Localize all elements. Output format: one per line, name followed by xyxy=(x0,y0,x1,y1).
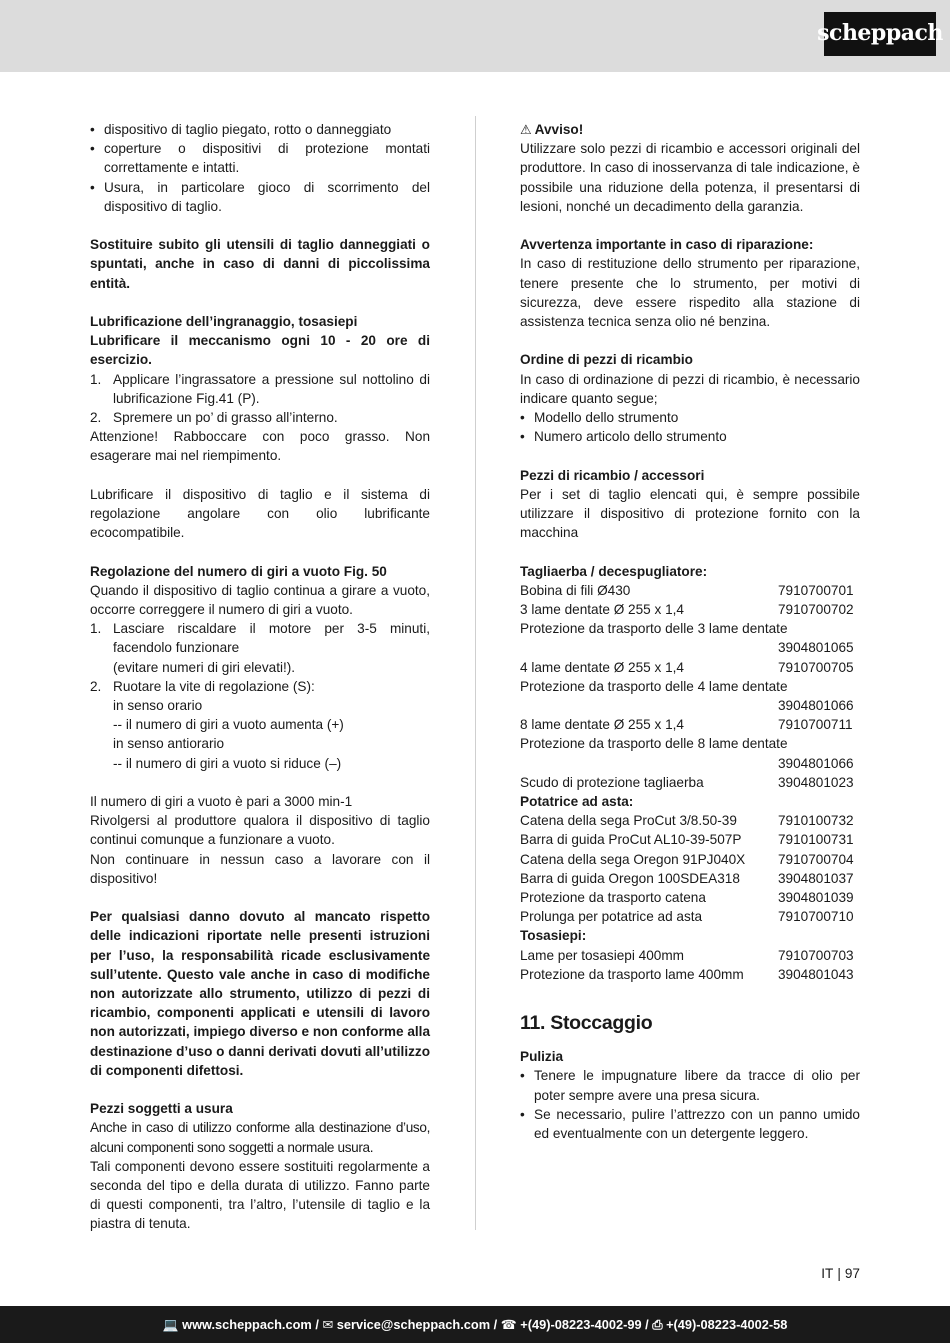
replace-warning: Sostituire subito gli utensili di taglio danneggiati o spuntati, anche in caso di danni di piccolissima entità. xyxy=(90,237,430,291)
parts-list xyxy=(520,581,860,792)
part-row xyxy=(520,869,860,888)
idle-value: Il numero di giri a vuoto è pari a 3000 min-1 xyxy=(90,794,353,810)
part-row xyxy=(520,946,860,965)
part-row xyxy=(520,907,860,926)
list-item: • Se necessario, pulire l’attrezzo con un panno umido ed eventualmente con un detergente leggero. xyxy=(520,1105,860,1143)
part-code: 3904801023 xyxy=(778,774,854,790)
idle-intro: Quando il dispositivo di taglio continua a girare a vuoto, occorre correggere il numero di giri a vuoto. xyxy=(90,582,430,618)
idle-step2-line: in senso orario xyxy=(113,698,203,714)
part-code: 7910700704 xyxy=(778,851,854,867)
lube-note: Attenzione! Rabboccare con poco grasso. Non esagerare mai nel riempimento. xyxy=(90,429,430,464)
part-name: 8 lame dentate Ø 255 x 1,4 xyxy=(520,717,684,733)
list-item: • dispositivo di taglio piegato, rotto o danneggiato xyxy=(90,120,430,139)
left-column xyxy=(90,120,430,1234)
order-heading: Ordine di pezzi di ricambio xyxy=(520,352,693,368)
part-name: Barra di guida Oregon 100SDEA318 xyxy=(520,870,740,886)
warning-text: Utilizzare solo pezzi di ricambio e accessori originali del produttore. In caso di inosservanza di tale indicazione, è possibile una riduzione della potenza, il presentarsi di lesioni, nonché un decadimento della garanzia. xyxy=(520,141,860,214)
right-column xyxy=(520,120,860,1143)
part-row xyxy=(520,773,860,792)
list-item: • Modello dello strumento xyxy=(520,408,860,427)
part-row xyxy=(520,965,860,984)
group-heading: Tosasiepi: xyxy=(520,928,587,944)
footer-bar: 💻 www.scheppach.com / ✉ service@scheppach.com / ☎ +(49)-08223-4002-99 / ⎙ +(49)-08223-4002-58 xyxy=(0,1306,950,1343)
part-name: Catena della sega Oregon 91PJ040X xyxy=(520,851,746,867)
part-name: Catena della sega ProCut 3/8.50-39 xyxy=(520,813,737,829)
part-name: Lame per tosasiepi 400mm xyxy=(520,947,684,963)
part-name: Protezione da trasporto lame 400mm xyxy=(520,966,744,982)
idle-step1-note: (evitare numeri di giri elevati!). xyxy=(113,659,296,675)
idle-contact: Rivolgersi al produttore qualora il dispositivo di taglio continui comunque a funzionare a vuoto. xyxy=(90,813,430,848)
part-row xyxy=(520,888,860,907)
part-code: 7910700702 xyxy=(778,602,854,618)
group-heading: Tagliaerba / decespugliatore: xyxy=(520,563,708,579)
list-item: • Numero articolo dello strumento xyxy=(520,427,860,446)
parts-list xyxy=(520,946,860,984)
column-divider xyxy=(475,116,476,1230)
group-heading: Potatrice ad asta: xyxy=(520,794,634,810)
warning-triangle-icon: ⚠ xyxy=(520,122,532,137)
list-item: 2. Ruotare la vite di regolazione (S): xyxy=(90,678,315,694)
phone-number: +(49)-08223-4002-99 xyxy=(520,1316,642,1332)
parts-list xyxy=(520,811,860,926)
idle-step2-line: in senso antiorario xyxy=(113,736,225,752)
envelope-icon: ✉ xyxy=(322,1316,337,1332)
lube-heading: Lubrificazione dell’ingranaggio, tosasiepi xyxy=(90,314,358,329)
website-link[interactable]: www.scheppach.com xyxy=(182,1316,312,1332)
list-item: • Tenere le impugnature libere da tracce di olio per poter sempre avere una presa sicura. xyxy=(520,1066,860,1104)
fax-number: +(49)-08223-4002-58 xyxy=(666,1316,788,1332)
part-name: 4 lame dentate Ø 255 x 1,4 xyxy=(520,659,684,675)
list-item: 1. Lasciare riscaldare il motore per 3-5 minuti, facendolo funzionare xyxy=(90,621,430,656)
part-code: 7910700705 xyxy=(778,659,854,675)
part-name: Barra di guida ProCut AL10-39-507P xyxy=(520,832,742,848)
section-title: 11. Stoccaggio xyxy=(520,1012,653,1035)
part-code: 3904801037 xyxy=(778,870,854,886)
part-code: 3904801066 xyxy=(778,698,854,714)
page-number: IT | 97 xyxy=(821,1266,860,1281)
wear-heading: Pezzi soggetti a usura xyxy=(90,1101,233,1117)
idle-step2-line: -- il numero di giri a vuoto si riduce (–) xyxy=(113,755,342,771)
lube-interval: Lubrificare il meccanismo ogni 10 - 20 ore di esercizio. xyxy=(90,333,430,368)
part-code: 7910700711 xyxy=(778,717,853,733)
part-row xyxy=(520,581,860,600)
part-name: Bobina di fili Ø430 xyxy=(520,582,631,598)
parts-text: Per i set di taglio elencati qui, è sempre possibile utilizzare il dispositivo di protezione fornito con la macchina xyxy=(520,486,860,541)
clean-heading: Pulizia xyxy=(520,1049,564,1065)
part-name: Scudo di protezione tagliaerba xyxy=(520,774,704,790)
parts-heading: Pezzi di ricambio / accessori xyxy=(520,467,705,483)
part-code: 7910100732 xyxy=(778,813,854,829)
warning-heading: ⚠ Avviso! xyxy=(520,120,860,139)
part-code: 3904801043 xyxy=(778,966,854,982)
list-item: 2. Spremere un po’ di grasso all’interno. xyxy=(90,410,338,426)
part-code: 3904801066 xyxy=(778,755,854,771)
part-name: Protezione da trasporto delle 4 lame dentate xyxy=(520,678,788,694)
list-item: • coperture o dispositivi di protezione montati correttamente e intatti. xyxy=(90,139,430,177)
wear-text: Tali componenti devono essere sostituiti regolarmente a seconda del tipo e della durata di utilizzo. Fanno parte di questi componenti, tra l’altro, l’utensile di taglio e la piastra di tenuta. xyxy=(90,1158,430,1232)
order-text: In caso di ordinazione di pezzi di ricambio, è necessario indicare quanto segue; xyxy=(520,371,860,406)
part-code: 3904801065 xyxy=(778,640,854,656)
header-bar xyxy=(0,0,950,72)
part-row xyxy=(520,715,860,734)
part-name: 3 lame dentate Ø 255 x 1,4 xyxy=(520,602,684,618)
idle-stop: Non continuare in nessun caso a lavorare con il dispositivo! xyxy=(90,851,430,886)
part-name: Protezione da trasporto delle 3 lame dentate xyxy=(520,621,788,637)
part-code: 7910700701 xyxy=(778,582,854,598)
liability-notice: Per qualsiasi danno dovuto al mancato rispetto delle indicazioni riportate nelle presenti istruzioni per l’uso, la responsabilità ricade esclusivamente sull’utente. Questo vale anche in caso di modifiche non autorizzate allo strumento, utilizzo di pezzi di ricambio, componenti applicati e utensili di lavoro non autorizzati, impiego diverso e non conforme alla destinazione d’uso o danni derivati dovuti all’utilizzo di componenti difettosi. xyxy=(90,909,430,1078)
computer-icon: 💻 xyxy=(162,1316,183,1332)
repair-heading: Avvertenza importante in caso di riparazione: xyxy=(520,237,814,253)
list-item: 1. Applicare l’ingrassatore a pressione sul nottolino di lubrificazione Fig.41 (P). xyxy=(90,371,430,406)
fax-icon: ⎙ xyxy=(652,1316,667,1332)
email-link[interactable]: service@scheppach.com xyxy=(336,1316,491,1332)
list-item: • Usura, in particolare gioco di scorrimento del dispositivo di taglio. xyxy=(90,178,430,216)
scheppach-logo: scheppach xyxy=(824,12,936,56)
part-row xyxy=(520,811,860,830)
part-name: Protezione da trasporto delle 8 lame dentate xyxy=(520,736,788,752)
part-code: 3904801039 xyxy=(778,890,854,906)
lube-cut-text: Lubrificare il dispositivo di taglio e il sistema di regolazione angolare con olio lubrificante ecocompatibile. xyxy=(90,486,430,541)
part-row xyxy=(520,600,860,619)
part-row xyxy=(520,658,860,677)
part-code: 7910700710 xyxy=(778,909,854,925)
idle-heading: Regolazione del numero di giri a vuoto Fig. 50 xyxy=(90,563,387,579)
part-code: 7910700703 xyxy=(778,947,854,963)
part-name: Protezione da trasporto catena xyxy=(520,890,706,906)
part-name: Prolunga per potatrice ad asta xyxy=(520,909,703,925)
part-row xyxy=(520,850,860,869)
part-code: 7910100731 xyxy=(778,832,854,848)
repair-text: In caso di restituzione dello strumento per riparazione, tenere presente che lo strumento, per motivi di sicurezza, deve essere rispedito alla stazione di assistenza tecnica senza olio né benzina. xyxy=(520,256,860,330)
wear-text: Anche in caso di utilizzo conforme alla destinazione d’uso, alcuni componenti sono soggetti a normale usura. xyxy=(90,1120,430,1155)
idle-step2-line: -- il numero di giri a vuoto aumenta (+) xyxy=(113,717,344,733)
phone-icon: ☎ xyxy=(500,1316,521,1332)
part-row xyxy=(520,830,860,849)
